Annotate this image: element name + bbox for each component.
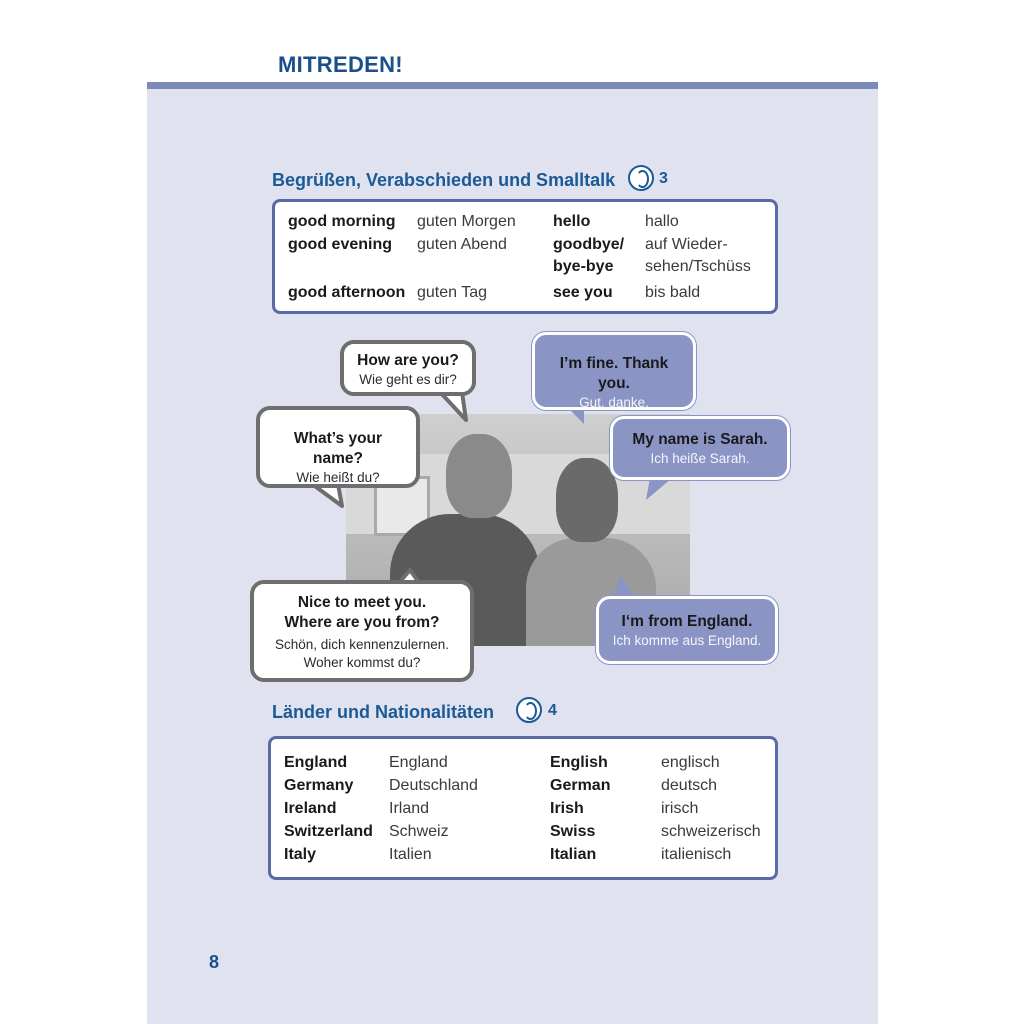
- speech-bubble-whats-your-name: [256, 406, 420, 488]
- bubble-en: I‘m from England.: [621, 613, 753, 630]
- vocab-en: good evening: [288, 236, 392, 253]
- bubble-de: Schön, dich kennenzulernen.: [274, 637, 450, 652]
- nationality-en: English: [550, 754, 608, 771]
- section-heading-greetings: Begrüßen, Verabschieden und Smalltalk: [272, 170, 616, 190]
- nationality-de: italienisch: [661, 846, 732, 863]
- vocab-de: guten Morgen: [417, 213, 516, 230]
- tail-my-name: [646, 478, 672, 500]
- bubble-de: Wie geht es dir?: [359, 372, 457, 387]
- vocab-de: sehen/Tschüss: [645, 258, 751, 275]
- nationality-de: irisch: [661, 800, 699, 817]
- country-en: Switzerland: [284, 823, 373, 840]
- chapter-title: MITREDEN!: [278, 52, 403, 77]
- country-de: Italien: [389, 846, 432, 863]
- speech-bubble-nice-to-meet: [250, 580, 474, 682]
- country-de: England: [389, 754, 448, 771]
- speech-bubble-from-england: [596, 596, 778, 664]
- vocab-de: auf Wieder-: [645, 236, 728, 253]
- speech-bubble-my-name: [610, 416, 790, 480]
- audio-track-number: 4: [548, 702, 557, 719]
- vocab-en: good morning: [288, 213, 396, 230]
- bubble-de: Ich komme aus England.: [612, 633, 762, 648]
- country-de: Schweiz: [389, 823, 449, 840]
- nationality-de: deutsch: [661, 777, 718, 794]
- bubble-en: How are you?: [357, 352, 459, 369]
- nationality-en: German: [550, 777, 611, 794]
- nationality-en: Irish: [550, 800, 584, 817]
- vocab-en: goodbye/: [553, 236, 625, 253]
- bubble-en: Nice to meet you.: [297, 594, 427, 611]
- vocab-de: guten Tag: [417, 284, 487, 301]
- nationality-en: Swiss: [550, 823, 596, 840]
- nationality-de: englisch: [661, 754, 720, 771]
- vocab-de: guten Abend: [417, 236, 507, 253]
- bubble-en: What’s your name?: [293, 430, 383, 467]
- bubble-en: Where are you from?: [284, 614, 440, 631]
- bubble-de: Woher kommst du?: [303, 655, 421, 670]
- vocab-en: see you: [553, 284, 613, 301]
- country-en: England: [284, 754, 348, 771]
- vocab-de: hallo: [645, 213, 679, 230]
- country-en: Italy: [284, 846, 317, 863]
- bubble-de: Gut, danke.: [579, 395, 649, 410]
- vocab-en: good afternoon: [288, 284, 406, 301]
- speech-bubble-im-fine: [532, 332, 696, 410]
- nationality-en: Italian: [550, 846, 597, 863]
- country-en: Ireland: [284, 800, 337, 817]
- bubble-de: Wie heißt du?: [296, 470, 380, 485]
- nationality-de: schweizerisch: [661, 823, 761, 840]
- vocab-en: hello: [553, 213, 591, 230]
- ear-audio-icon[interactable]: [516, 697, 542, 723]
- vocab-de: bis bald: [645, 284, 701, 301]
- audio-track-number: 3: [659, 170, 668, 187]
- country-de: Irland: [389, 800, 430, 817]
- tail-from-england: [614, 576, 636, 598]
- tail-how-are-you: [440, 392, 466, 420]
- vocab-box-countries: [268, 736, 778, 880]
- country-en: Germany: [284, 777, 354, 794]
- bubble-de: Ich heiße Sarah.: [650, 451, 750, 466]
- page-number: 8: [209, 952, 220, 972]
- speech-bubble-how-are-you: [340, 340, 476, 396]
- vocab-en: bye-bye: [553, 258, 614, 275]
- bubble-en: I’m fine. Thank you.: [559, 355, 669, 392]
- bubble-en: My name is Sarah.: [632, 431, 768, 448]
- country-de: Deutschland: [389, 777, 478, 794]
- section-heading-countries: Länder und Nationalitäten: [272, 702, 495, 722]
